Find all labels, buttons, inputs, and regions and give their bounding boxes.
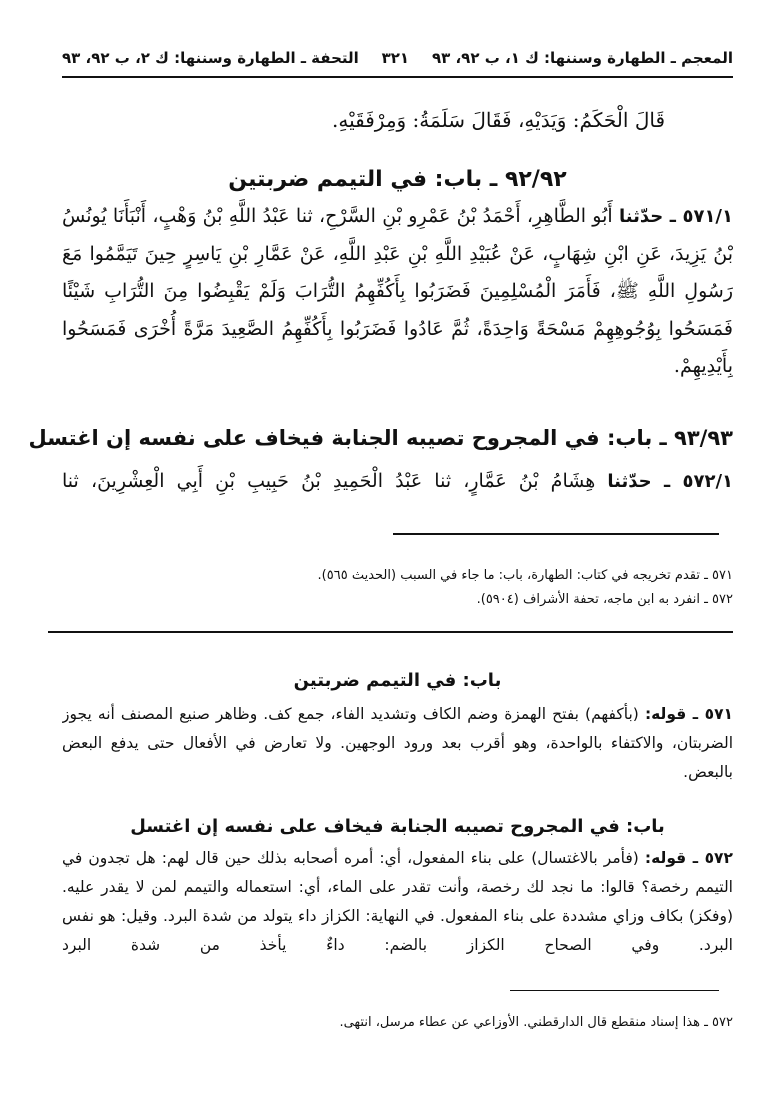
chapter-heading-92: ٩٢/٩٢ ـ باب: في التيمم ضربتين — [228, 167, 567, 192]
commentary-footnote-572: ٥٧٢ ـ هذا إسناد منقطع قال الدارقطني. الأوزاعي عن عطاء مرسل، انتهى. — [339, 1015, 733, 1030]
commentary-571-text: (بأكفهم) بفتح الهمزة وضم الكاف وتشديد الفاء، جمع كف. وظاهر صنيع المصنف أنه يجوز الضربتان، والاكتفاء بالواحدة، وهو أقرب بعد ورود الوجهين. ولا تعارض في الأفعال حتى يدفع البعض بالبعض. — [62, 705, 733, 781]
commentary-571 — [62, 700, 733, 792]
hadith-572-number: ٥٧٢/١ ـ حدّثنا — [607, 471, 734, 492]
hadith-572-text: هِشَامُ بْنُ عَمَّارٍ، ثنا عَبْدُ الْحَمِيدِ بْنُ حَبِيبِ بْنِ أَبِي الْعِشْرِينَ، ثنا — [62, 470, 596, 492]
commentary-571-number: ٥٧١ ـ قوله: — [644, 705, 733, 723]
footnote-571: ٥٧١ ـ تقدم تخريجه في كتاب: الطهارة، باب: ما جاء في السبب (الحديث ٥٦٥). — [317, 568, 733, 583]
hadith-571 — [62, 198, 733, 403]
commentary-572-number: ٥٧٢ ـ قوله: — [644, 849, 733, 867]
header-right-reference: المعجم ـ الطهارة وسننها: ك ١، ب ٩٢، ٩٣ — [431, 49, 733, 67]
commentary-heading-majruh: باب: في المجروح تصيبه الجنابة فيخاف على نفسه إن اغتسل — [130, 816, 665, 837]
running-header — [62, 40, 733, 78]
hadith-571-text: أَبُو الطَّاهِرِ، أَحْمَدُ بْنُ عَمْرِو بْنِ السَّرْحِ، ثنا عَبْدُ اللَّهِ بْنُ وَهْبٍ، أَنْبَأَنَا يُونُسُ بْنُ يَزِيدَ، عَنِ ابْنِ شِهَابٍ، عَنْ عُبَيْدِ اللَّهِ بْنِ عَبْدِ اللَّهِ، عَنْ عَمَّارِ بْنِ يَاسِرٍ حِينَ تَيَمَّمُوا مَعَ رَسُولِ اللَّهِ ﷺ، فَأَمَرَ الْمُسْلِمِينَ فَضَرَبُوا بِأَكُفِّهِمُ التُّرَابَ وَلَمْ يَقْبِضُوا مِنَ التُّرَابِ شَيْئًا فَمَسَحُوا بِوُجُوهِهِمْ مَسْحَةً وَاحِدَةً، ثُمَّ عَادُوا فَضَرَبُوا بِأَكُفِّهِمُ الصَّعِيدَ مَرَّةً أُخْرَى فَمَسَحُوا بِأَيْدِيهِمْ. — [62, 205, 733, 377]
hadith-571-number: ٥٧١/١ ـ حدّثنا — [619, 206, 733, 227]
header-left-reference: التحفة ـ الطهارة وسننها: ك ٢، ب ٩٢، ٩٣ — [62, 49, 359, 67]
commentary-572 — [62, 844, 733, 966]
footnote-divider — [393, 533, 719, 535]
commentary-heading-tayammum: باب: في التيمم ضربتين — [293, 670, 502, 691]
hadith-572 — [62, 462, 733, 502]
commentary-footnote-divider — [510, 990, 719, 991]
commentary-572-text: (فأمر بالاغتسال) على بناء المفعول، أي: أمره أصحابه بذلك حين قال لهم: هل تجدون في التيمم رخصة؟ قالوا: ما نجد لك رخصة، وأنت تقدر على الماء، أي: استعماله والتيمم لمن لا يقدر عليه. (وفكز) بكاف وزاي مشددة على بناء المفعول. في النهاية: الكزاز داء يتولد من شدة البرد. وقيل: هو نفس البرد. وفي الصحاح الكزاز بالضم: داءٌ يأخذ من شدة البرد — [62, 849, 733, 954]
quote-line: قَالَ الْحَكَمُ: وَيَدَيْهِ، فَقَالَ سَلَمَةُ: وَمِرْفَقَيْهِ. — [332, 108, 665, 132]
commentary-divider — [48, 631, 733, 633]
page-number: ٣٢١ — [381, 49, 410, 67]
footnote-572: ٥٧٢ ـ انفرد به ابن ماجه، تحفة الأشراف (٥٩٠٤). — [476, 592, 733, 607]
chapter-heading-93: ٩٣/٩٣ ـ باب: في المجروح تصيبه الجنابة فيخاف على نفسه إن اغتسل — [28, 426, 733, 450]
